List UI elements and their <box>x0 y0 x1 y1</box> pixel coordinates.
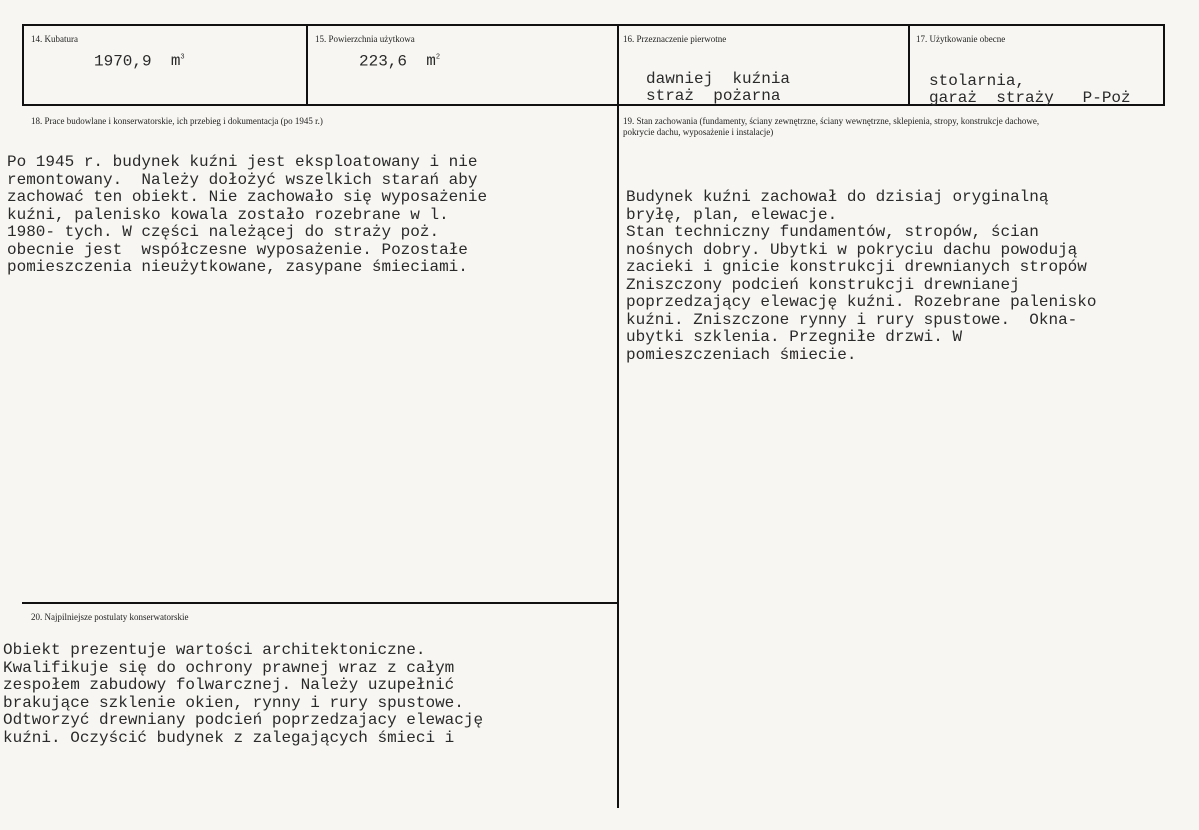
prace-line-1: Po 1945 r. budynek kuźni jest eksploatowany i nie <box>7 153 478 171</box>
kubatura-unit: $m^3$ <box>170 52 185 71</box>
stan-line-9: ubytki szklenia. Przegniłe drzwi. W <box>626 328 963 346</box>
section-20-divider <box>22 602 619 604</box>
stan-line-10: pomieszczeniach śmiecie. <box>626 345 857 364</box>
stan-line-1: Budynek kuźni zachował do dzisiaj oryginalną <box>626 188 1049 206</box>
powierzchnia-unit: $m^2$ <box>426 52 441 71</box>
powierzchnia-label: 15. Powierzchnia użytkowa <box>315 34 415 44</box>
przeznaczenie-label: 16. Przeznaczenie pierwotne <box>623 34 727 44</box>
postulaty-line-3: zespołem zabudowy folwarcznej. Należy uzupełnić <box>3 676 455 694</box>
stan-line-5: zacieki i gnicie konstrukcji drewnianych stropów <box>626 258 1087 276</box>
uzytkowanie-line-1: stolarnia, <box>929 72 1026 90</box>
kubatura-value <box>94 50 185 71</box>
col-divider-17 <box>908 24 910 106</box>
powierzchnia-number: 223,6 <box>359 52 408 71</box>
stan-label-line-1: 19. Stan zachowania (fundamenty, ściany zewnętrzne, ściany wewnętrzne, sklepienia, stropy, konstrukcje dachowe, <box>623 116 1040 126</box>
postulaty-line-2: Kwalifikuje się do ochrony prawnej wraz z całym <box>3 658 455 677</box>
uzytkowanie-label: 17. Użytkowanie obecne <box>916 34 1006 44</box>
przeznaczenie-line-2: straż pożarna <box>646 87 781 105</box>
postulaty-line-1: Obiekt prezentuje wartości architektoniczne. <box>3 641 426 659</box>
prace-line-7: pomieszczenia nieużytkowane, zasypane śmieciami. <box>7 258 468 276</box>
stan-line-3: Stan techniczny fundamentów, stropów, ścian <box>626 223 1039 241</box>
uzytkowanie-line-2: garaż straży P-Poż <box>929 89 1131 107</box>
right-border <box>1163 24 1165 106</box>
powierzchnia-value <box>359 50 440 71</box>
postulaty-line-5: Odtworzyć drewniany podcień poprzedzajacy elewację <box>3 711 484 729</box>
col-divider-15 <box>306 24 308 106</box>
kubatura-label: 14. Kubatura <box>31 34 78 44</box>
prace-line-6: obecnie jest współczesne wyposażenie. Pozostałe <box>7 240 468 259</box>
prace-line-3: zachować ten obiekt. Nie zachowało się wyposażenie <box>7 188 488 206</box>
postulaty-label: 20. Najpilniejsze postulaty konserwatorskie <box>31 612 189 622</box>
prace-line-5: 1980- tych. W części należącej do straży poż. <box>7 223 440 241</box>
stan-line-2: bryłę, plan, elewacje. <box>626 205 838 224</box>
stan-line-6: Zniszczony podcień konstrukcji drewnianej <box>626 275 1020 294</box>
przeznaczenie-line-1: dawniej kuźnia <box>646 70 791 88</box>
postulaty-line-4: brakujące szklenie okien, rynny i rury spustowe. <box>3 693 464 712</box>
top-border <box>22 24 1165 26</box>
left-border <box>22 24 24 106</box>
prace-line-4: kuźni, palenisko kowala zostało rozebrane w l. <box>7 205 449 224</box>
col-divider-16 <box>617 24 619 808</box>
stan-line-7: poprzedzający elewację kuźni. Rozebrane palenisko <box>626 293 1097 311</box>
stan-line-8: kuźni. Zniszczone rynny i rury spustowe. Okna- <box>626 310 1078 329</box>
prace-line-2: remontowany. Należy dołożyć wszelkich starań aby <box>7 170 478 189</box>
prace-label: 18. Prace budowlane i konserwatorskie, ich przebieg i dokumentacja (po 1945 r.) <box>31 116 323 126</box>
kubatura-number: 1970,9 <box>94 52 152 71</box>
stan-line-4: nośnych dobry. Ubytki w pokryciu dachu powodują <box>626 240 1078 259</box>
postulaty-line-6: kuźni. Oczyścić budynek z zalegających śmieci i <box>3 728 455 747</box>
stan-label-line-2: pokrycie dachu, wyposażenie i instalacje) <box>623 127 774 137</box>
